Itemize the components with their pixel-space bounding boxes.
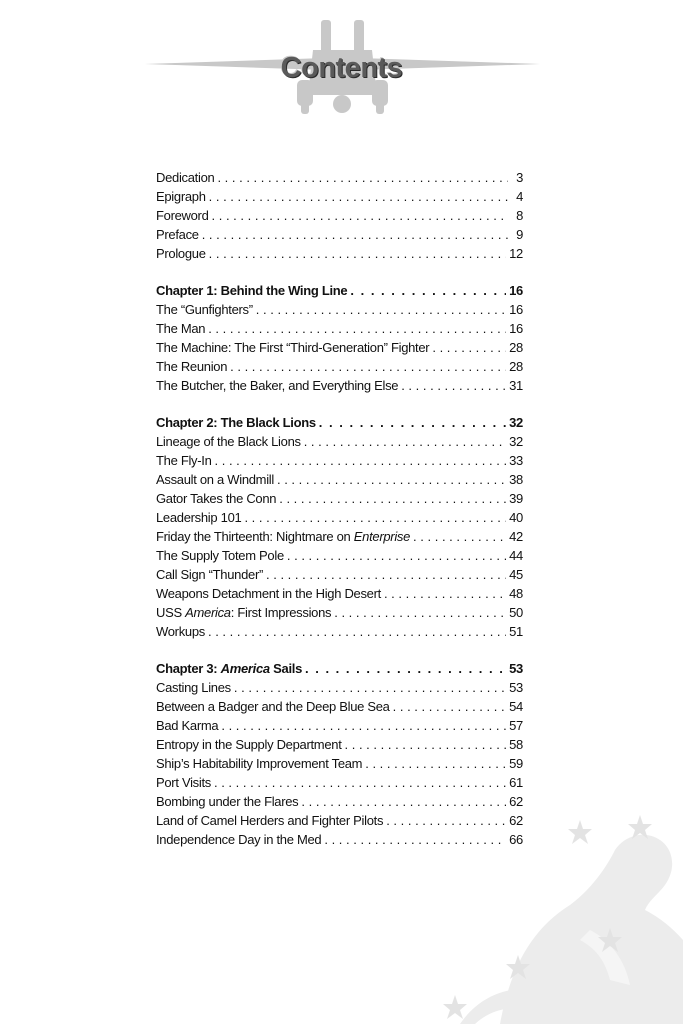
toc-entry[interactable]	[156, 792, 523, 811]
dot-leader	[244, 508, 506, 527]
toc-entry[interactable]	[156, 546, 523, 565]
toc-entry[interactable]	[156, 244, 523, 263]
dot-leader	[215, 451, 507, 470]
toc-entry[interactable]	[156, 489, 523, 508]
dot-leader	[217, 168, 508, 187]
page-number: 66	[509, 832, 523, 847]
entry-title: The Man	[156, 321, 206, 336]
dot-leader	[212, 206, 508, 225]
dot-leader	[209, 187, 508, 206]
page-number: 44	[509, 548, 523, 563]
dot-leader	[214, 773, 506, 792]
chapter-heading[interactable]	[156, 413, 523, 432]
entry-title: Casting Lines	[156, 680, 231, 695]
chapter-heading[interactable]	[156, 659, 523, 678]
dot-leader	[324, 830, 506, 849]
dot-leader	[277, 470, 506, 489]
page-number: 51	[509, 624, 523, 639]
page-number: 40	[509, 510, 523, 525]
toc-entry[interactable]	[156, 206, 523, 225]
page-number: 54	[509, 699, 523, 714]
page-number: 45	[509, 567, 523, 582]
entry-title: Between a Badger and the Deep Blue Sea	[156, 699, 390, 714]
page-number: 4	[516, 189, 523, 204]
entry-title: Lineage of the Black Lions	[156, 434, 301, 449]
entry-title: Foreword	[156, 208, 209, 223]
dot-leader	[334, 603, 506, 622]
toc-entry[interactable]	[156, 527, 523, 546]
page-number: 50	[509, 605, 523, 620]
toc-entry[interactable]	[156, 300, 523, 319]
toc-entry[interactable]	[156, 622, 523, 641]
page-number: 32	[509, 415, 523, 430]
dot-leader	[319, 413, 506, 432]
page-title: Contents	[280, 52, 403, 84]
entry-title: Gator Takes the Conn	[156, 491, 277, 506]
page-number: 53	[509, 661, 523, 676]
entry-title: The Supply Totem Pole	[156, 548, 284, 563]
page-number: 48	[509, 586, 523, 601]
dot-leader	[234, 678, 506, 697]
page-number: 62	[509, 794, 523, 809]
page-number: 53	[509, 680, 523, 695]
page-number: 16	[509, 302, 523, 317]
table-of-contents	[156, 168, 523, 867]
page-number: 28	[509, 359, 523, 374]
page-number: 16	[509, 283, 523, 298]
dot-leader	[301, 792, 506, 811]
dot-leader	[386, 811, 506, 830]
entry-title: Preface	[156, 227, 199, 242]
page-number: 12	[509, 246, 523, 261]
toc-entry[interactable]	[156, 678, 523, 697]
toc-entry[interactable]	[156, 603, 523, 622]
toc-front-matter	[156, 168, 523, 263]
dot-leader	[208, 319, 506, 338]
toc-entry[interactable]	[156, 432, 523, 451]
toc-entry[interactable]	[156, 357, 523, 376]
entry-title: The Fly-In	[156, 453, 212, 468]
toc-entry[interactable]	[156, 319, 523, 338]
page-number: 58	[509, 737, 523, 752]
page-number: 39	[509, 491, 523, 506]
toc-entry[interactable]	[156, 565, 523, 584]
entry-title: Epigraph	[156, 189, 206, 204]
entry-title: Entropy in the Supply Department	[156, 737, 342, 752]
dot-leader	[208, 622, 506, 641]
toc-entry[interactable]	[156, 376, 523, 395]
dot-leader	[365, 754, 506, 773]
dot-leader	[230, 357, 506, 376]
dot-leader	[413, 527, 506, 546]
toc-entry[interactable]	[156, 811, 523, 830]
page-number: 8	[516, 208, 523, 223]
page-number: 61	[509, 775, 523, 790]
entry-title: Workups	[156, 624, 205, 639]
entry-title: Land of Camel Herders and Fighter Pilots	[156, 813, 384, 828]
page-number: 9	[516, 227, 523, 242]
entry-title: Chapter 3: America Sails	[156, 661, 302, 676]
toc-entry[interactable]	[156, 451, 523, 470]
entry-title: Dedication	[156, 170, 215, 185]
entry-title: Chapter 2: The Black Lions	[156, 415, 316, 430]
dot-leader	[401, 376, 506, 395]
entry-title: Prologue	[156, 246, 206, 261]
toc-entry[interactable]	[156, 697, 523, 716]
dot-leader	[287, 546, 506, 565]
entry-title: USS America: First Impressions	[156, 605, 332, 620]
toc-entry[interactable]	[156, 754, 523, 773]
dot-leader	[345, 735, 507, 754]
dot-leader	[279, 489, 506, 508]
dot-leader	[221, 716, 506, 735]
page-number: 33	[509, 453, 523, 468]
toc-chapter-2	[156, 413, 523, 641]
toc-entry[interactable]	[156, 168, 523, 187]
dot-leader	[266, 565, 506, 584]
entry-title: Call Sign “Thunder”	[156, 567, 264, 582]
page-number: 57	[509, 718, 523, 733]
toc-entry[interactable]	[156, 508, 523, 527]
entry-title: Bombing under the Flares	[156, 794, 299, 809]
entry-title: Port Visits	[156, 775, 211, 790]
entry-title: Weapons Detachment in the High Desert	[156, 586, 381, 601]
toc-chapter-1	[156, 281, 523, 395]
dot-leader	[202, 225, 508, 244]
toc-chapter-3	[156, 659, 523, 849]
page-number: 59	[509, 756, 523, 771]
toc-entry[interactable]	[156, 187, 523, 206]
dot-leader	[304, 432, 506, 451]
page-number: 16	[509, 321, 523, 336]
chapter-heading[interactable]	[156, 281, 523, 300]
dot-leader	[350, 281, 506, 300]
entry-title: The Reunion	[156, 359, 228, 374]
entry-title: The “Gunfighters”	[156, 302, 253, 317]
dot-leader	[256, 300, 506, 319]
page-number: 62	[509, 813, 523, 828]
entry-title: The Machine: The First “Third-Generation” Fighter	[156, 340, 430, 355]
page-number: 38	[509, 472, 523, 487]
toc-entry[interactable]	[156, 830, 523, 849]
entry-title: Independence Day in the Med	[156, 832, 322, 847]
entry-title: Ship’s Habitability Improvement Team	[156, 756, 363, 771]
dot-leader	[305, 659, 506, 678]
toc-entry[interactable]	[156, 773, 523, 792]
toc-entry[interactable]	[156, 735, 523, 754]
dot-leader	[384, 584, 506, 603]
page-number: 31	[509, 378, 523, 393]
page-number: 3	[516, 170, 523, 185]
toc-entry[interactable]	[156, 470, 523, 489]
dot-leader	[393, 697, 507, 716]
toc-entry[interactable]	[156, 584, 523, 603]
entry-title: Friday the Thirteenth: Nightmare on Enterprise	[156, 529, 411, 544]
page-number: 32	[509, 434, 523, 449]
entry-title: Assault on a Windmill	[156, 472, 274, 487]
entry-title: The Butcher, the Baker, and Everything Else	[156, 378, 399, 393]
dot-leader	[209, 244, 506, 263]
toc-entry[interactable]	[156, 225, 523, 244]
entry-title: Bad Karma	[156, 718, 219, 733]
toc-entry[interactable]	[156, 716, 523, 735]
entry-title: Chapter 1: Behind the Wing Line	[156, 283, 348, 298]
page-number: 42	[509, 529, 523, 544]
dot-leader	[432, 338, 506, 357]
toc-entry[interactable]	[156, 338, 523, 357]
page-number: 28	[509, 340, 523, 355]
entry-title: Leadership 101	[156, 510, 242, 525]
